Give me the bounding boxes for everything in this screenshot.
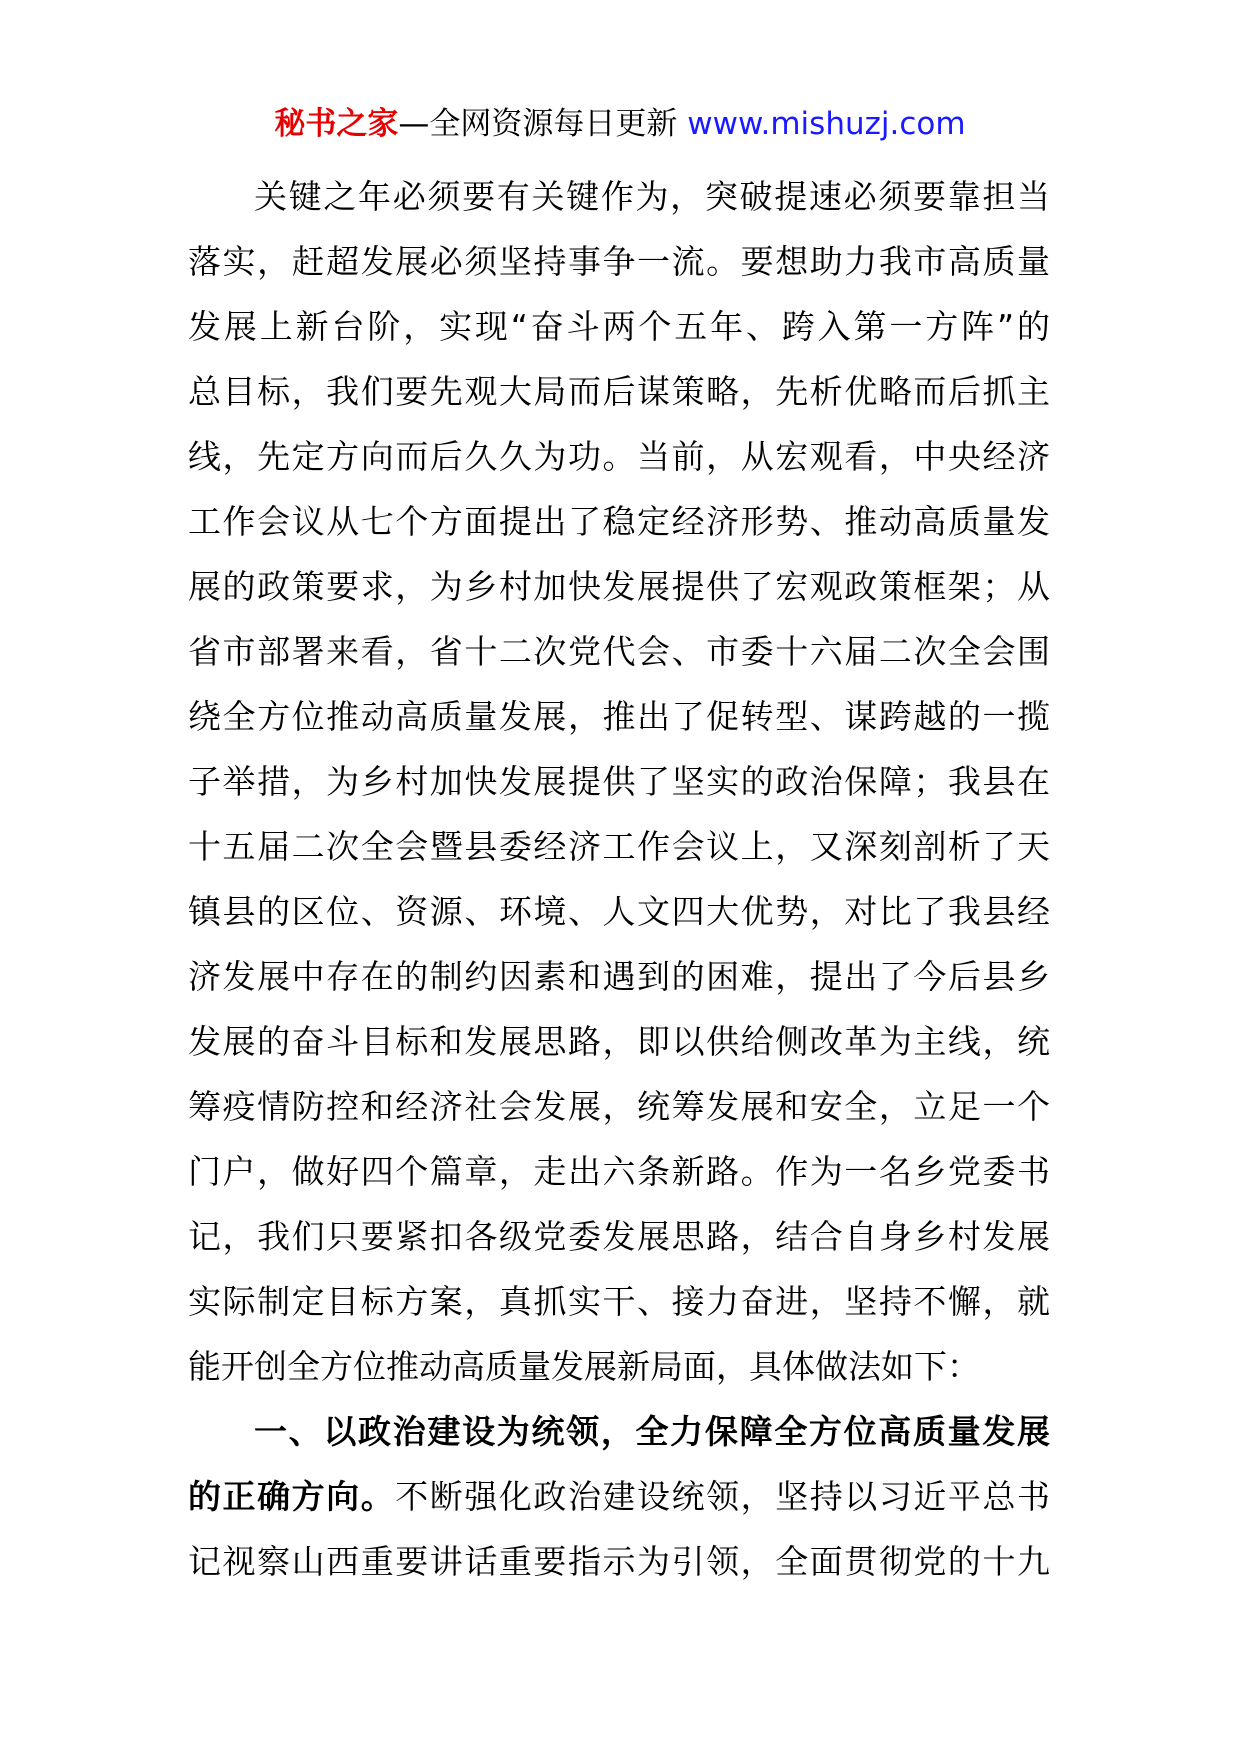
section-text: 不断强化政治建设统领，坚持以习近平总书 <box>395 1477 1050 1516</box>
header-tagline: —全网资源每日更新 <box>398 106 688 142</box>
section-heading-continuation: 的正确方向。 <box>188 1477 396 1516</box>
intro-paragraph <box>188 164 1050 1399</box>
section-one-paragraph <box>188 1399 1050 1594</box>
text-line: 能开创全方位推动高质量发展新局面，具体做法如下： <box>188 1347 980 1386</box>
text-line: 展的政策要求，为乡村加快发展提供了宏观政策框架；从 <box>188 567 1050 606</box>
text-line: 发展上新台阶，实现“奋斗两个五年、跨入第一方阵”的 <box>188 307 1050 346</box>
text-line: 关键之年必须要有关键作为，突破提速必须要靠担当 <box>254 177 1050 216</box>
text-line: 筹疫情防控和经济社会发展，统筹发展和安全，立足一个 <box>188 1087 1050 1126</box>
text-line: 门户，做好四个篇章，走出六条新路。作为一名乡党委书 <box>188 1152 1050 1191</box>
text-line: 记，我们只要紧扣各级党委发展思路，结合自身乡村发展 <box>188 1217 1050 1256</box>
text-line: 省市部署来看，省十二次党代会、市委十六届二次全会围 <box>188 632 1050 671</box>
text-line: 总目标，我们要先观大局而后谋策略，先析优略而后抓主 <box>188 372 1050 411</box>
text-line: 十五届二次全会暨县委经济工作会议上，又深刻剖析了天 <box>188 827 1050 866</box>
text-line: 发展的奋斗目标和发展思路，即以供给侧改革为主线，统 <box>188 1022 1050 1061</box>
text-line: 子举措，为乡村加快发展提供了坚实的政治保障；我县在 <box>188 762 1050 801</box>
document-body <box>188 164 1050 1594</box>
text-line: 济发展中存在的制约因素和遇到的困难，提出了今后县乡 <box>188 957 1050 996</box>
section-heading: 一、以政治建设为统领，全力保障全方位高质量发展 <box>254 1412 1050 1451</box>
text-line <box>188 1464 1050 1529</box>
text-line: 实际制定目标方案，真抓实干、接力奋进，坚持不懈，就 <box>188 1282 1050 1321</box>
watermark-header <box>0 104 1240 144</box>
text-line: 线，先定方向而后久久为功。当前，从宏观看，中央经济 <box>188 437 1050 476</box>
text-line: 镇县的区位、资源、环境、人文四大优势，对比了我县经 <box>188 892 1050 931</box>
site-url[interactable]: www.mishuzj.com <box>687 106 966 142</box>
text-line: 工作会议从七个方面提出了稳定经济形势、推动高质量发 <box>188 502 1050 541</box>
brand-name: 秘书之家 <box>274 106 399 142</box>
text-line: 落实，赶超发展必须坚持事争一流。要想助力我市高质量 <box>188 242 1050 281</box>
text-line: 绕全方位推动高质量发展，推出了促转型、谋跨越的一揽 <box>188 697 1050 736</box>
text-line: 记视察山西重要讲话重要指示为引领，全面贯彻党的十九 <box>188 1542 1050 1581</box>
